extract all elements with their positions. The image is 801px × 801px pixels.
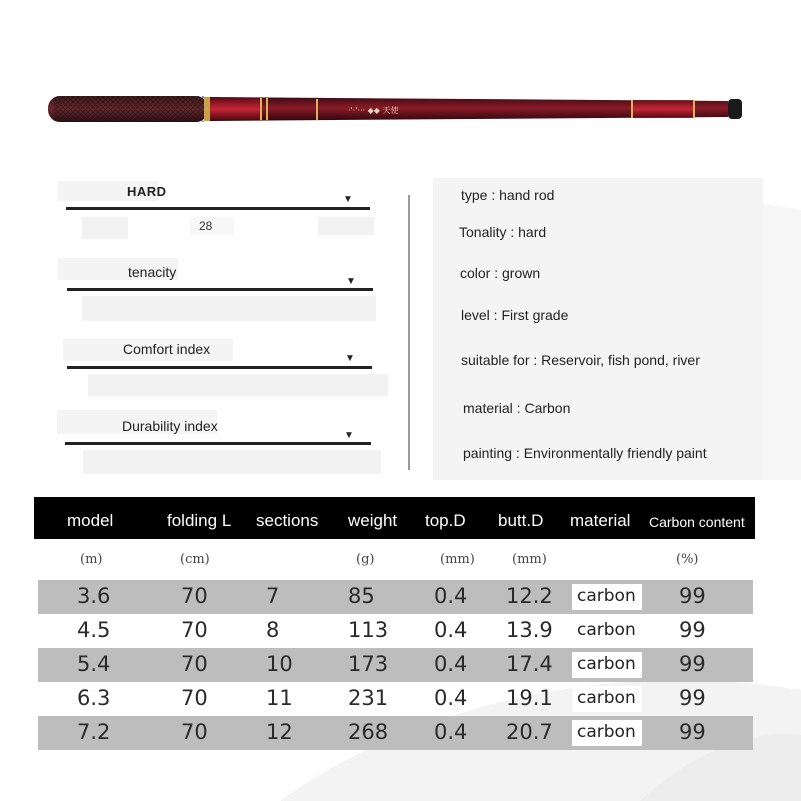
table-cell: carbon: [577, 688, 636, 708]
header-material: material: [570, 511, 631, 530]
triangle-marker-icon: ▼: [346, 276, 356, 287]
table-cell: 70: [181, 686, 208, 710]
vertical-divider: [408, 195, 410, 470]
header-model: model: [67, 511, 114, 530]
table-cell: 99: [679, 618, 706, 642]
header-carbon: Carbon content: [649, 514, 745, 530]
table-cell: 3.6: [77, 584, 111, 608]
triangle-marker-icon: ▼: [344, 430, 354, 441]
fishing-rod-image: [48, 92, 748, 126]
table-cell: 10: [266, 652, 293, 676]
unit-model: (m): [80, 552, 103, 567]
table-cell: 17.4: [506, 652, 553, 676]
slider-value: 28: [199, 219, 213, 233]
header-sections: sections: [256, 511, 319, 530]
unit-folding: (cm): [180, 552, 210, 567]
table-row-stripe: [38, 716, 753, 750]
table-cell: carbon: [577, 722, 636, 742]
slider-track[interactable]: [66, 207, 370, 210]
slider-box: [88, 374, 388, 396]
table-cell: 70: [181, 618, 208, 642]
table-cell: 99: [679, 652, 706, 676]
table-cell: 70: [181, 652, 208, 676]
spec-color: color : grown: [460, 265, 541, 281]
unit-weight: (g): [356, 552, 375, 567]
table-cell: 0.4: [434, 584, 468, 608]
triangle-marker-icon: ▼: [343, 194, 353, 205]
table-row-stripe: [38, 580, 753, 614]
slider-box: [318, 217, 374, 235]
table-cell: 19.1: [506, 686, 553, 710]
table-cell: 99: [679, 720, 706, 744]
table-cell: 0.4: [434, 652, 468, 676]
header-folding: folding L: [167, 511, 232, 530]
slider-label: Comfort index: [123, 341, 211, 357]
table-cell: 231: [348, 686, 389, 710]
table-cell: 4.5: [77, 618, 111, 642]
table-cell: carbon: [577, 654, 636, 674]
table-cell: 7: [266, 584, 280, 608]
slider-track[interactable]: [67, 366, 372, 369]
table-cell: 268: [348, 720, 389, 744]
table-cell: 7.2: [77, 720, 111, 744]
unit-buttd: (mm): [512, 552, 547, 567]
table-cell: 70: [181, 720, 208, 744]
slider-track[interactable]: [65, 442, 371, 445]
rod-text: ·'·'··· ◆◆ 天使: [348, 106, 399, 115]
table-cell: 0.4: [434, 686, 468, 710]
header-weight: weight: [348, 511, 398, 530]
table-cell: 8: [266, 618, 280, 642]
slider-box: [82, 296, 376, 321]
slider-track[interactable]: [67, 288, 373, 291]
table-cell: 70: [181, 584, 208, 608]
table-cell: 173: [348, 652, 389, 676]
unit-carbon: (%): [676, 552, 699, 567]
spec-painting: painting : Environmentally friendly paint: [463, 445, 707, 461]
table-cell: carbon: [577, 620, 636, 640]
table-cell: 20.7: [506, 720, 553, 744]
table-cell: 11: [266, 686, 293, 710]
table-row-stripe: [38, 648, 753, 682]
table-cell: 13.9: [506, 618, 553, 642]
table-cell: 85: [348, 584, 375, 608]
header-topd: top.D: [425, 511, 466, 530]
table-cell: 6.3: [77, 686, 111, 710]
spec-tonality: Tonality : hard: [459, 224, 547, 240]
spec-suitable: suitable for : Reservoir, fish pond, river: [461, 352, 700, 368]
table-cell: 99: [679, 584, 706, 608]
table-cell: 0.4: [434, 720, 468, 744]
unit-topd: (mm): [440, 552, 475, 567]
slider-label: tenacity: [128, 264, 177, 280]
spec-type: type : hand rod: [461, 187, 555, 203]
table-cell: 5.4: [77, 652, 111, 676]
table-cell: 99: [679, 686, 706, 710]
spec-material: material : Carbon: [463, 400, 571, 416]
table-cell: 0.4: [434, 618, 468, 642]
table-cell: 113: [348, 618, 389, 642]
table-cell: carbon: [577, 586, 636, 606]
header-buttd: butt.D: [498, 511, 544, 530]
table-cell: 12.2: [506, 584, 553, 608]
slider-box: [82, 217, 128, 239]
slider-label: HARD: [127, 184, 167, 199]
triangle-marker-icon: ▼: [345, 353, 355, 364]
spec-level: level : First grade: [461, 307, 569, 323]
table-cell: 12: [266, 720, 293, 744]
slider-label: Durability index: [122, 418, 218, 434]
slider-box: [83, 450, 381, 474]
